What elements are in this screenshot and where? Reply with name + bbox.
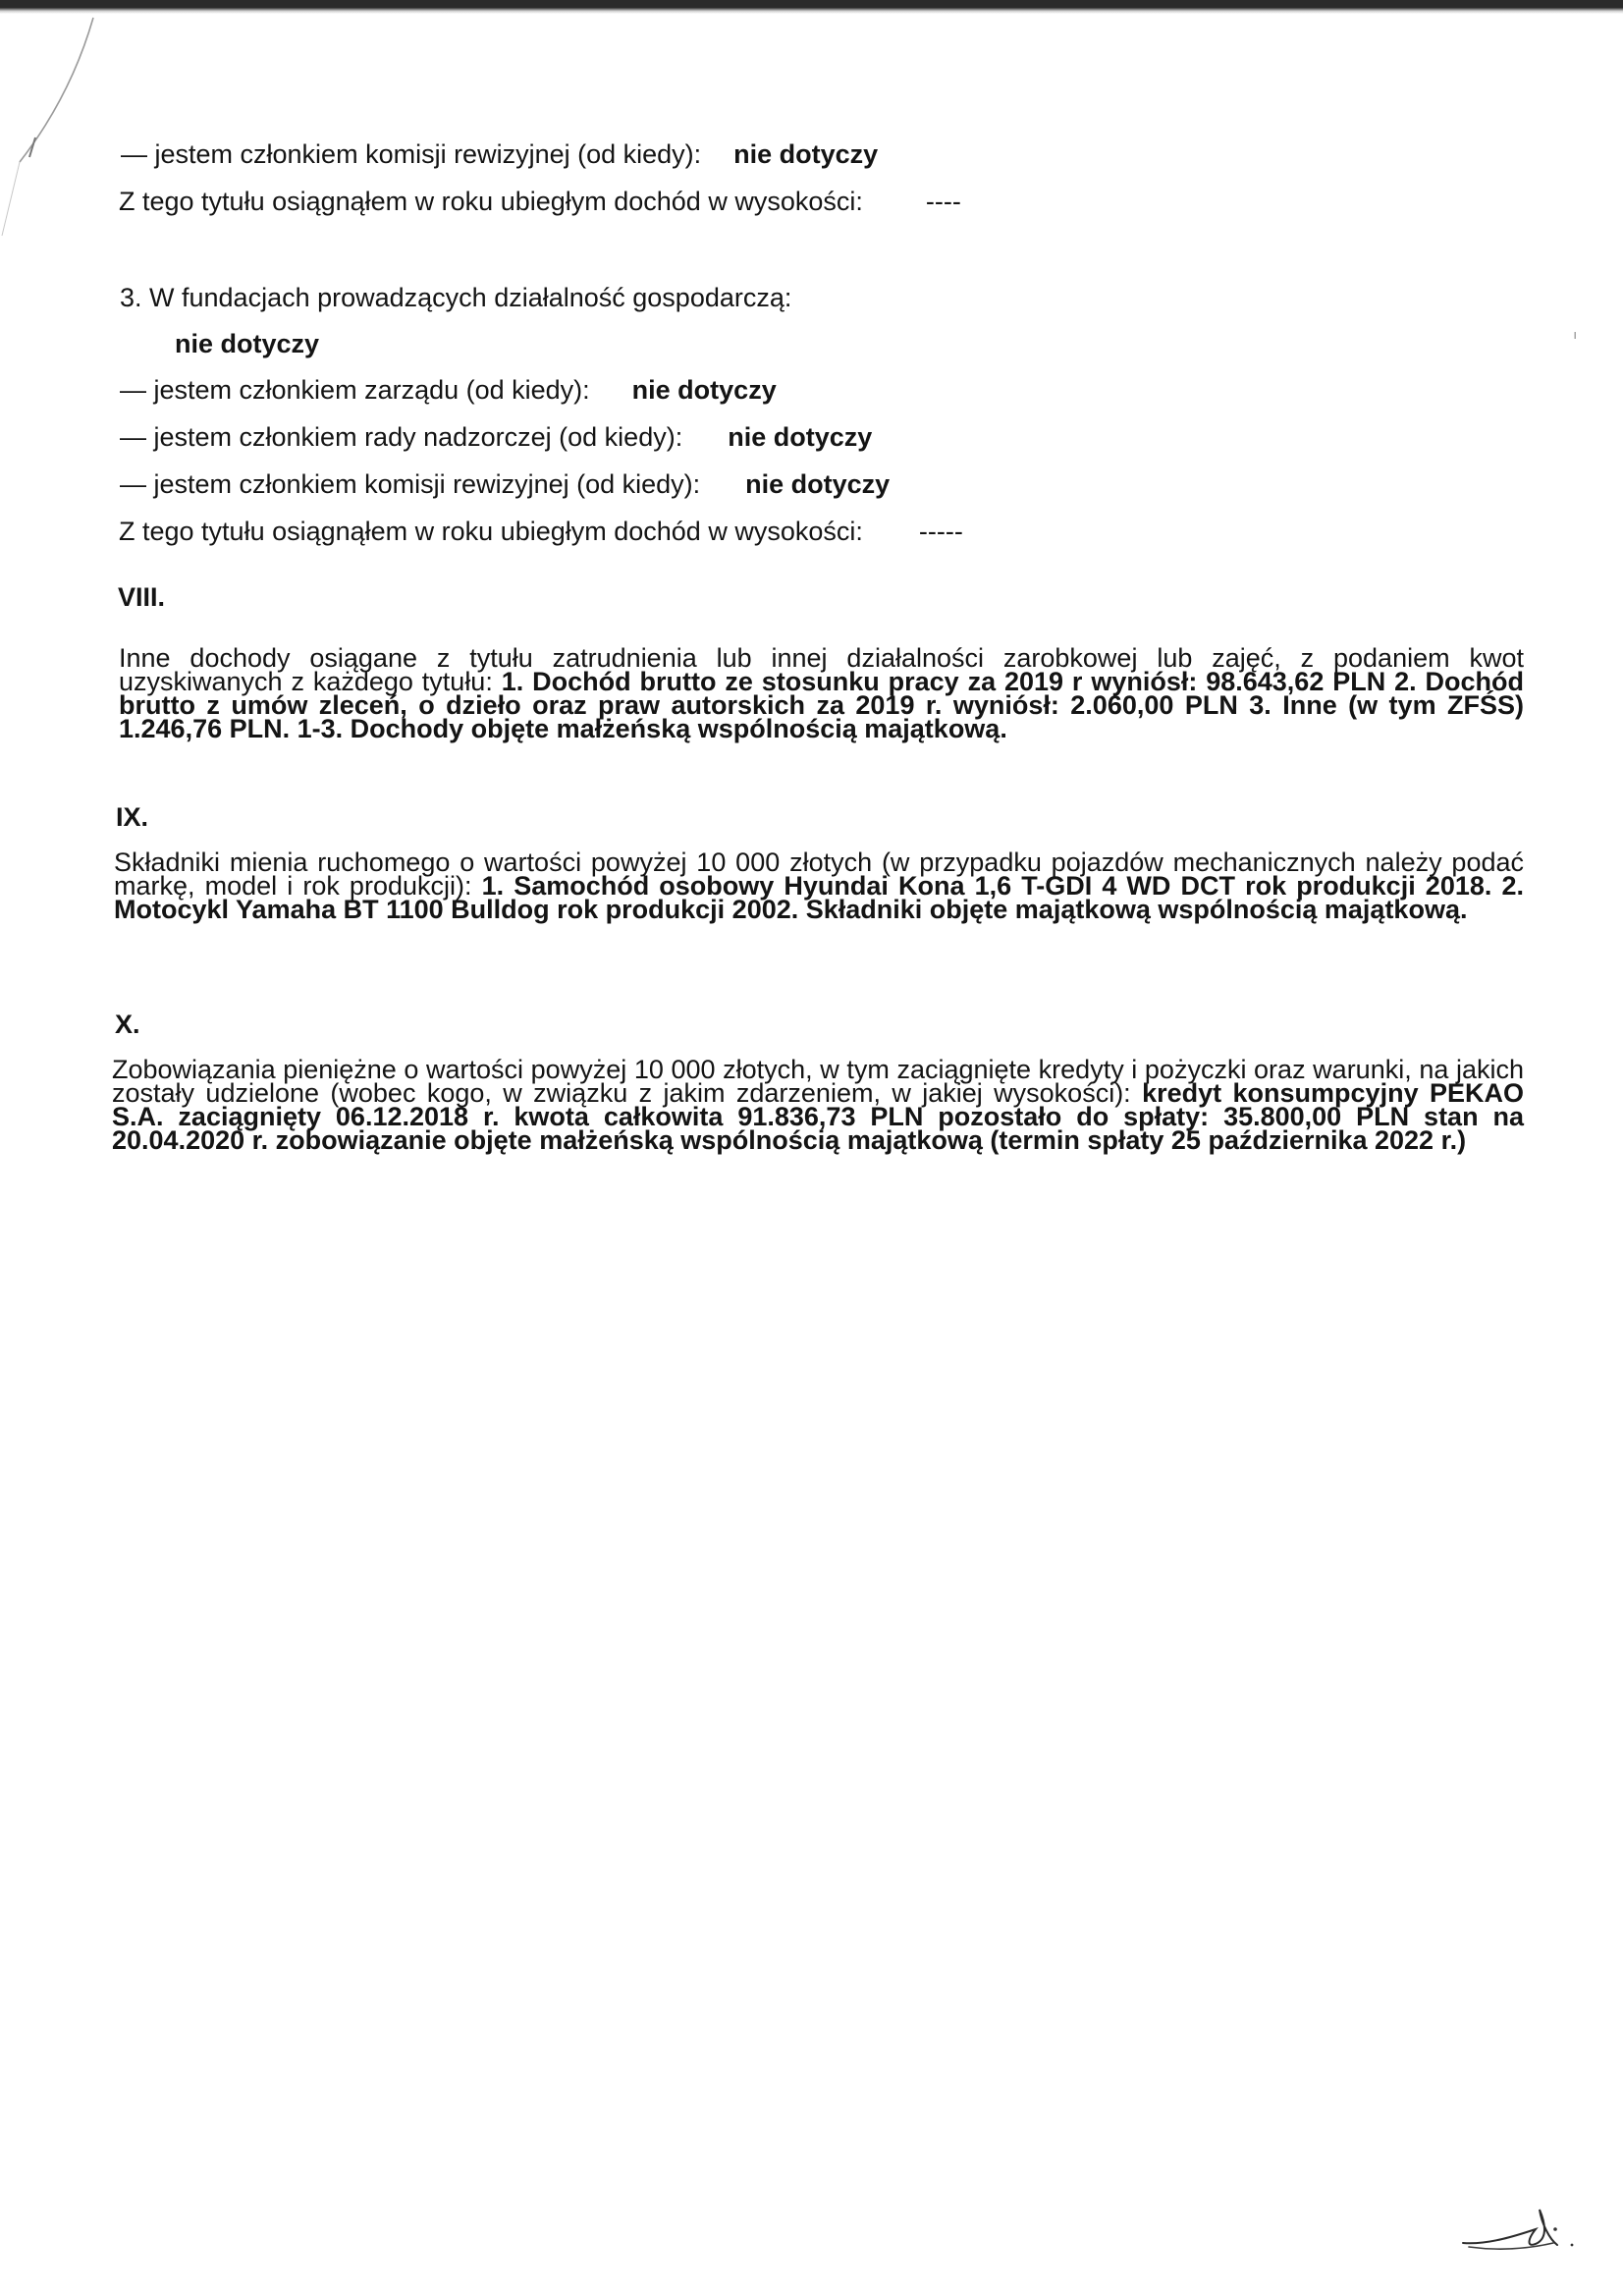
- income-line: Z tego tytułu osiągnąłem w roku ubiegłym dochód w wysokości: ----: [119, 187, 961, 216]
- income-line: Z tego tytułu osiągnąłem w roku ubiegłym dochód w wysokości: -----: [119, 517, 963, 546]
- audit-committee-line: — jestem członkiem komisji rewizyjnej (od kiedy): nie dotyczy: [121, 139, 879, 169]
- scan-fold-mark: [0, 0, 118, 255]
- supervisory-board-line: — jestem członkiem rady nadzorczej (od kiedy): nie dotyczy: [120, 422, 873, 452]
- foundations-answer: nie dotyczy: [175, 329, 320, 358]
- scan-top-edge: [0, 0, 1623, 14]
- scan-speck: ı: [1573, 327, 1577, 342]
- section-viii-heading: VIII.: [118, 582, 166, 612]
- section-x-text: Zobowiązania pieniężne o wartości powyżej 10 000 złotych, w tym zaciągnięte kredyty i pożyczki oraz warunki, na jakich zostały udzielone (wobec kogo, w związku z jakim zdarzeniem, w jakiej wysokości): kredyt konsumpcyjny PEKAO S.A. zaciągnięty 06.12.2018 r. kwota całkowita 91.836,73 PLN pozostało do spłaty: 35.800,00 PLN stan na 20.04.2020 r. zobowiązanie objęte małżeńską wspólnością majątkową (termin spłaty 25 października 2022 r.): [112, 1055, 1524, 1155]
- section-ix-text: Składniki mienia ruchomego o wartości powyżej 10 000 złotych (w przypadku pojazdów mechanicznych należy podać markę, model i rok produkcji): 1. Samochód osobowy Hyundai Kona 1,6 T-GDI 4 WD DCT rok produkcji 2018. 2. Motocykl Yamaha BT 1100 Bulldog rok produkcji 2002. Składniki objęte majątkową wspólnością majątkową.: [114, 847, 1524, 924]
- foundations-heading: 3. W fundacjach prowadzących działalność gospodarczą:: [120, 283, 792, 312]
- section-x-heading: X.: [115, 1010, 140, 1039]
- section-ix-heading: IX.: [116, 802, 149, 832]
- board-member-line: — jestem członkiem zarządu (od kiedy): nie dotyczy: [120, 375, 777, 405]
- section-viii-text: Inne dochody osiągane z tytułu zatrudnienia lub innej działalności zarobkowej lub zajęć, z podaniem kwot uzyskiwanych z każdego tytułu: 1. Dochód brutto ze stosunku pracy za 2019 r wyniósł: 98.643,62 PLN 2. Dochód brutto z umów zleceń, o dzieło oraz praw autorskich za 2019 r. wyniósł: 2.060,00 PLN 3. Inne (w tym ZFŚS) 1.246,76 PLN. 1-3. Dochody objęte małżeńską wspólnością majątkową.: [119, 643, 1524, 743]
- audit-committee-line: — jestem członkiem komisji rewizyjnej (od kiedy): nie dotyczy: [120, 469, 891, 499]
- signature-initials: [1459, 2200, 1587, 2269]
